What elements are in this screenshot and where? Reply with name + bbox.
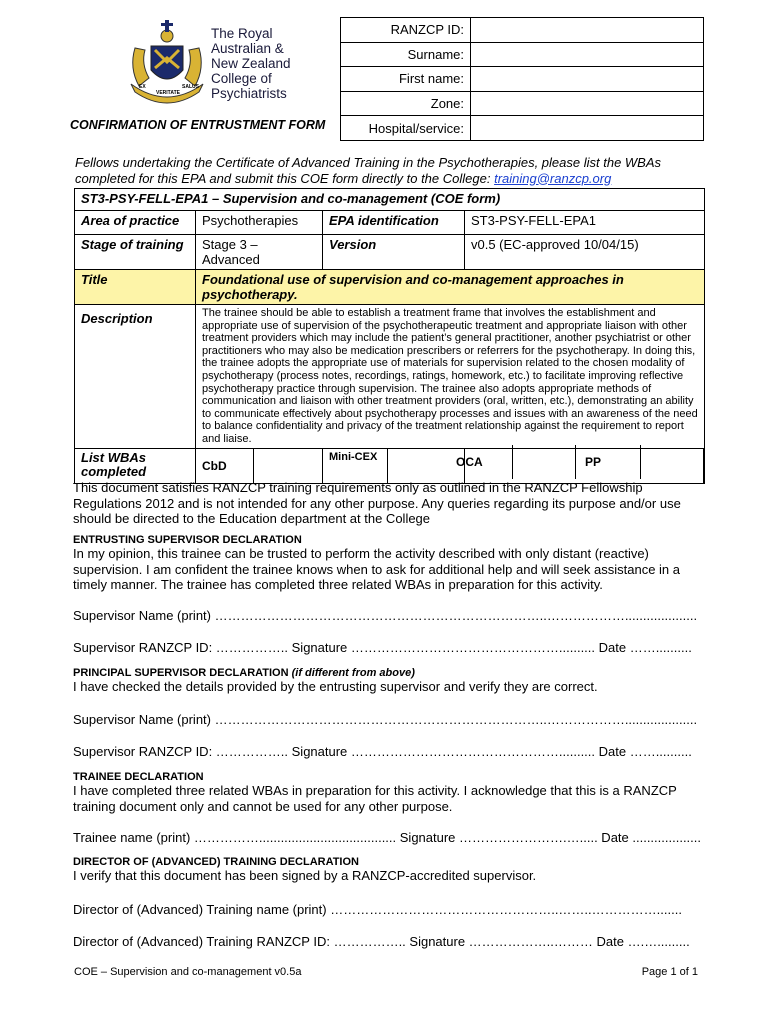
entrusting-title: ENTRUSTING SUPERVISOR DECLARATION: [73, 534, 302, 546]
version-label: Version: [323, 235, 465, 270]
email-link[interactable]: training@ranzcp.org: [494, 170, 612, 186]
ranzcp-id-field[interactable]: [471, 18, 704, 43]
hospital-service-label: Hospital/service:: [341, 116, 471, 141]
director-text: I verify that this document has been signed by a RANZCP-accredited supervisor.: [73, 868, 537, 883]
title-label: Title: [75, 270, 196, 305]
trainee-title: TRAINEE DECLARATION: [73, 771, 204, 783]
area-of-practice-value: Psychotherapies: [196, 211, 323, 235]
entrusting-text: In my opinion, this trainee can be trusted to perform the activity described with only distant (reactive) supervision. I am confident the trainee knows when to ask for additional help and will seek assistance in a timely manner. The trainee has completed three related WBAs in preparation for this activity.: [73, 546, 681, 592]
title-value: Foundational use of supervision and co-management approaches in psychotherapy.: [196, 270, 705, 305]
principal-title-note: (if different from above): [291, 667, 415, 679]
zone-field[interactable]: [471, 91, 704, 116]
college-name: [211, 26, 291, 101]
description-label: Description: [75, 305, 196, 449]
principal-title: [73, 667, 415, 679]
principal-supervisor-name-line[interactable]: Supervisor Name (print) …………………………………………………………………..………………....................: [73, 712, 698, 727]
director-title: DIRECTOR OF (ADVANCED) TRAINING DECLARATION: [73, 856, 359, 868]
footer-document-name: COE – Supervision and co-management v0.5a: [74, 966, 302, 978]
motto-ribbon-left: EX: [139, 84, 146, 90]
motto-ribbon-right: SALUS: [182, 84, 199, 90]
wba-pp-label: PP: [585, 455, 602, 469]
epa-table: [74, 188, 705, 484]
intro-text: Fellows undertaking the Certificate of Advanced Training in the Psychotherapies, please list the WBAs completed for this EPA and submit this COE form directly to the College:: [75, 155, 662, 186]
college-name-line: The Royal: [211, 26, 273, 41]
principal-title-text: PRINCIPAL SUPERVISOR DECLARATION: [73, 667, 289, 679]
surname-field[interactable]: [471, 42, 704, 67]
epa-heading: ST3-PSY-FELL-EPA1 – Supervision and co-management (COE form): [75, 189, 705, 211]
entrusting-supervisor-name-line[interactable]: Supervisor Name (print) …………………………………………………………………..………………....................: [73, 608, 698, 623]
wba-cbd-label: CbD: [196, 448, 254, 483]
footer-page-number: Page 1 of 1: [641, 966, 698, 978]
first-name-field[interactable]: [471, 67, 704, 92]
surname-label: Surname:: [341, 42, 471, 67]
hospital-service-field[interactable]: [471, 116, 704, 141]
first-name-label: First name:: [341, 67, 471, 92]
director-name-line[interactable]: Director of (Advanced) Training name (print) ……………………………………………..……..…………….......: [73, 902, 682, 917]
wba-minicex-field[interactable]: [388, 448, 465, 483]
ranzcp-id-label: RANZCP ID:: [341, 18, 471, 43]
stage-of-training-label: Stage of training: [75, 235, 196, 270]
wba-minicex-label: Mini-CEX: [323, 448, 388, 483]
entrusting-supervisor-id-line[interactable]: Supervisor RANZCP ID: …………….. Signature ………………………………………….......... Date ……..........: [73, 640, 692, 655]
director-id-line[interactable]: Director of (Advanced) Training RANZCP ID: …………….. Signature ………………..……… Date ….….........: [73, 934, 690, 949]
trainee-name-line[interactable]: Trainee name (print) ……………...................................... Signature …………………….…..... Date ...................: [73, 830, 701, 845]
wba-list-label: List WBAs completed: [75, 448, 196, 483]
disclaimer: This document satisfies RANZCP training requirements only as outlined in the RANZCP Fellowship Regulations 2012 and is not intended for any other purpose. Any queries regarding its purpose and/or use should be directed to the Education department at the College: [73, 480, 681, 526]
epa-identification-label: EPA identification: [323, 211, 465, 235]
college-name-line: Australian &: [211, 41, 284, 56]
area-of-practice-label: Area of practice: [75, 211, 196, 235]
zone-label: Zone:: [341, 91, 471, 116]
principal-text: I have checked the details provided by the entrusting supervisor and verify they are correct.: [73, 679, 598, 694]
intro-paragraph: [75, 155, 715, 186]
motto-ribbon-mid: VERITATE: [156, 90, 180, 96]
trainee-text: I have completed three related WBAs in preparation for this activity. I acknowledge that this is a RANZCP training document only and cannot be used for any other purpose.: [73, 783, 677, 814]
epa-identification-value: ST3-PSY-FELL-EPA1: [465, 211, 705, 235]
college-name-line: College of: [211, 71, 272, 86]
description-value: The trainee should be able to establish a treatment frame that involves the establishment and appropriate use of supervision of the psychotherapeutic treatment and appropriate liaison with other treatment providers which may include the patient’s general practitioner, another psychiatrist or other practitioners who may also be medication prescribers or referrers for the psychotherapy. In doing this, the trainee adopts the appropriate use of materials for supervision related to the chosen modality of psychotherapy (process notes, recordings, ratings, homework, etc.) to facilitate improving reflective psychotherapy practice through supervision. The trainee also adopts appropriate methods of communication and liaison with other treatment providers (oral, written, etc.), demonstrating an ability to communicate effectively about psychotherapy processes and issues with an awareness of the need to balance confidentiality and privacy of the treatment relationship against the requirement to report and liaise.: [196, 305, 705, 449]
version-value: v0.5 (EC-approved 10/04/15): [465, 235, 705, 270]
stage-of-training-value: Stage 3 – Advanced: [196, 235, 323, 270]
college-name-line: Psychiatrists: [211, 86, 287, 101]
wba-cbd-field[interactable]: [254, 448, 323, 483]
college-name-line: New Zealand: [211, 56, 291, 71]
wba-oca-label: OCA: [456, 455, 483, 469]
form-title: CONFIRMATION OF ENTRUSTMENT FORM: [70, 118, 326, 132]
wba-oca-field[interactable]: [512, 445, 576, 479]
trainee-id-table: [340, 17, 704, 141]
wba-pp-field[interactable]: [640, 445, 705, 479]
principal-supervisor-id-line[interactable]: Supervisor RANZCP ID: …………….. Signature ………………………………………….......... Date ……..........: [73, 744, 692, 759]
